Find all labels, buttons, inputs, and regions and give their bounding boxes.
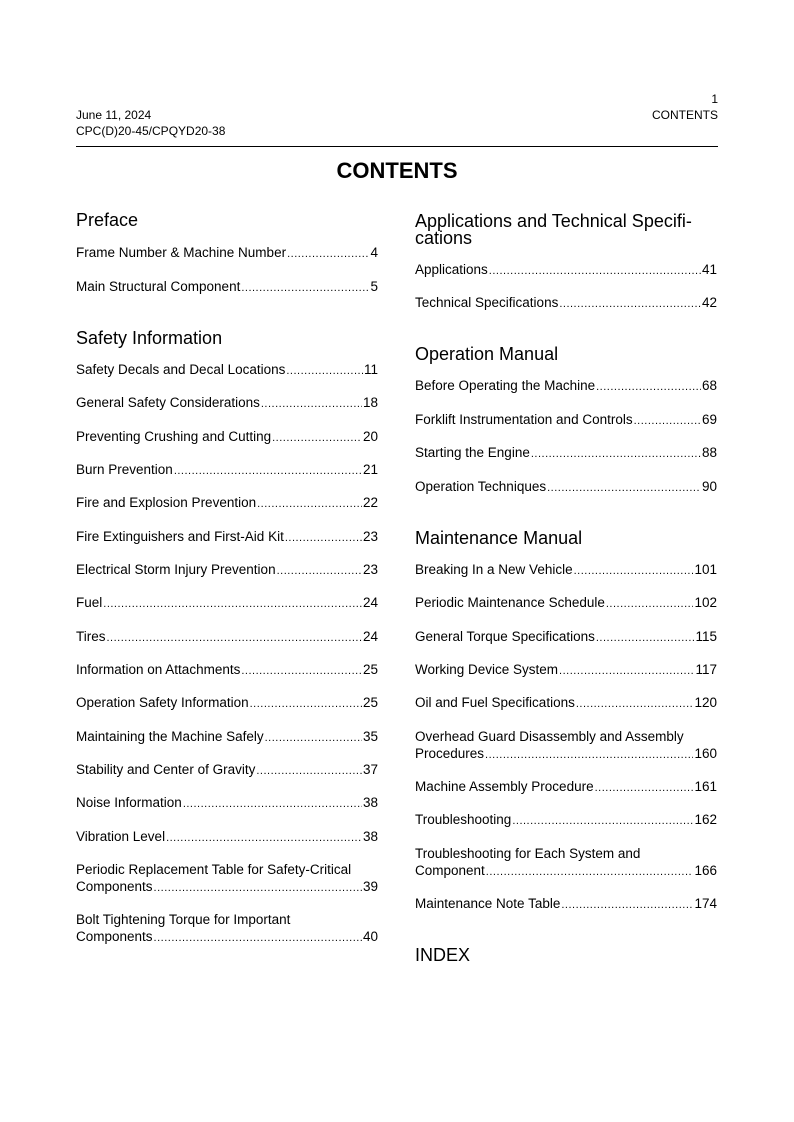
toc-entry-page: 162 xyxy=(694,812,717,827)
header-section: CONTENTS xyxy=(652,108,718,122)
toc-entry-page: 69 xyxy=(701,412,717,427)
page-title: CONTENTS xyxy=(336,158,458,183)
toc-entry-page: 90 xyxy=(701,479,717,494)
toc-entry[interactable] xyxy=(415,562,717,580)
toc-leader xyxy=(485,747,693,764)
toc-entry-page: 41 xyxy=(701,262,717,277)
toc-leader xyxy=(574,563,694,580)
toc-entry-text-line1: Overhead Guard Disassembly and Assembly xyxy=(415,729,684,744)
toc-entry[interactable] xyxy=(76,595,378,613)
section-heading-index[interactable]: INDEX xyxy=(415,945,471,965)
toc-entry-page: 38 xyxy=(362,795,378,810)
toc-entry-text: Working Device System xyxy=(415,662,559,677)
toc-entry-page: 102 xyxy=(694,595,717,610)
toc-entry-text: Tires xyxy=(76,629,106,644)
toc-entry-text: Troubleshooting xyxy=(415,812,512,827)
section-heading-maintenance: Maintenance Manual xyxy=(415,528,583,548)
toc-entry[interactable] xyxy=(76,829,378,847)
toc-entry-page: 174 xyxy=(694,896,717,911)
toc-entry[interactable] xyxy=(76,762,378,780)
toc-entry[interactable] xyxy=(76,495,378,513)
toc-entry-page: 42 xyxy=(701,295,717,310)
toc-entry-text: Technical Specifications xyxy=(415,295,559,310)
toc-entry-text: Applications xyxy=(415,262,488,277)
toc-entry[interactable] xyxy=(76,245,378,263)
header-right xyxy=(652,91,718,123)
toc-entry-page: 88 xyxy=(701,445,717,460)
toc-entry[interactable] xyxy=(415,378,717,396)
toc-entry-text: Breaking In a New Vehicle xyxy=(415,562,573,577)
toc-leader xyxy=(489,263,701,280)
toc-leader xyxy=(250,696,362,713)
toc-entry-text: Frame Number & Machine Number xyxy=(76,245,287,260)
toc-entry-text: Burn Prevention xyxy=(76,462,173,477)
section-heading-preface: Preface xyxy=(76,210,139,230)
toc-entry-text: Maintenance Note Table xyxy=(415,896,561,911)
toc-entry[interactable] xyxy=(76,279,378,297)
toc-entry[interactable] xyxy=(76,362,378,380)
section-heading-safety: Safety Information xyxy=(76,328,223,348)
toc-entry[interactable] xyxy=(415,262,717,280)
toc-entry[interactable] xyxy=(76,429,378,447)
toc-entry-text: Starting the Engine xyxy=(415,445,530,460)
toc-entry-page: 166 xyxy=(694,862,717,878)
toc-entry[interactable] xyxy=(415,412,717,430)
toc-entry-page: 25 xyxy=(362,695,378,710)
header-date: June 11, 2024 xyxy=(76,108,152,122)
toc-entry[interactable] xyxy=(415,295,717,313)
toc-entry-page: 38 xyxy=(362,829,378,844)
toc-entry-page: 5 xyxy=(370,279,378,294)
toc-entry-text: Oil and Fuel Specifications xyxy=(415,695,575,710)
toc-entry-text: Component xyxy=(415,862,485,878)
toc-entry-page: 23 xyxy=(362,529,378,544)
toc-entry-page: 120 xyxy=(694,695,717,710)
header-rule xyxy=(76,146,718,147)
toc-leader xyxy=(285,530,362,547)
toc-entry[interactable] xyxy=(76,662,378,680)
toc-entry-text: Preventing Crushing and Cutting xyxy=(76,429,272,444)
toc-entry-page: 115 xyxy=(695,629,717,644)
toc-entry-page: 117 xyxy=(695,662,717,677)
section-heading-operation: Operation Manual xyxy=(415,344,559,364)
toc-entry-page: 101 xyxy=(694,562,717,577)
toc-entry[interactable] xyxy=(76,912,378,946)
toc-entry-text: Fire and Explosion Prevention xyxy=(76,495,257,510)
toc-leader xyxy=(256,763,362,780)
toc-entry-page: 22 xyxy=(362,495,378,510)
toc-entry-text: Forklift Instrumentation and Controls xyxy=(415,412,633,427)
header-page-number: 1 xyxy=(711,92,718,106)
toc-entry-text: General Safety Considerations xyxy=(76,395,260,410)
toc-entry-text: Before Operating the Machine xyxy=(415,378,596,393)
toc-entry-text: Electrical Storm Injury Prevention xyxy=(76,562,276,577)
toc-leader xyxy=(596,630,695,647)
toc-entry[interactable] xyxy=(415,779,717,797)
toc-leader xyxy=(531,446,701,463)
toc-entry[interactable] xyxy=(76,529,378,547)
toc-leader xyxy=(606,596,694,613)
toc-leader xyxy=(596,379,701,396)
toc-entry-text: Components xyxy=(76,928,153,944)
toc-leader xyxy=(595,780,694,797)
toc-leader xyxy=(512,813,693,830)
toc-entry[interactable] xyxy=(415,729,717,763)
toc-entry-page: 37 xyxy=(362,762,378,777)
toc-leader xyxy=(277,563,362,580)
header-model: CPC(D)20-45/CPQYD20-38 xyxy=(76,124,226,138)
toc-leader xyxy=(265,730,362,747)
toc-entry[interactable] xyxy=(415,479,717,497)
toc-entry-page: 39 xyxy=(362,878,378,894)
toc-leader xyxy=(287,246,369,263)
toc-entry[interactable] xyxy=(76,562,378,580)
toc-entry-text: Fire Extinguishers and First-Aid Kit xyxy=(76,529,284,544)
toc-entry-text: Information on Attachments xyxy=(76,662,241,677)
toc-leader xyxy=(272,430,362,447)
toc-leader xyxy=(166,830,362,847)
toc-entry[interactable] xyxy=(415,695,717,713)
toc-entry[interactable] xyxy=(76,862,378,896)
toc-entry-text-line1: Troubleshooting for Each System and xyxy=(415,846,641,861)
toc-leader xyxy=(154,930,362,947)
toc-entry[interactable] xyxy=(415,846,717,880)
toc-entry[interactable] xyxy=(76,695,378,713)
toc-entry-page: 23 xyxy=(362,562,378,577)
toc-entry[interactable] xyxy=(415,445,717,463)
toc-entry[interactable] xyxy=(415,629,717,647)
toc-leader xyxy=(174,463,362,480)
section-heading-line2: cations xyxy=(415,228,473,248)
toc-entry-text: Procedures xyxy=(415,745,485,761)
toc-entry-text: Components xyxy=(76,878,153,894)
toc-entry-text: Safety Decals and Decal Locations xyxy=(76,362,286,377)
toc-entry-text: Periodic Maintenance Schedule xyxy=(415,595,605,610)
toc-leader xyxy=(561,897,693,914)
toc-leader xyxy=(559,296,701,313)
toc-leader xyxy=(634,413,701,430)
toc-entry[interactable] xyxy=(76,462,378,480)
toc-entry-text: Vibration Level xyxy=(76,829,166,844)
section-heading-applications xyxy=(415,213,717,247)
toc-entry-text: Operation Safety Information xyxy=(76,695,249,710)
toc-entry[interactable] xyxy=(76,629,378,647)
toc-leader xyxy=(241,280,369,297)
toc-entry[interactable] xyxy=(76,795,378,813)
toc-entry-page: 11 xyxy=(363,362,378,377)
toc-entry-text: General Torque Specifications xyxy=(415,629,595,644)
toc-leader xyxy=(261,396,362,413)
toc-leader xyxy=(107,630,362,647)
toc-entry-page: 40 xyxy=(362,928,378,944)
toc-entry-page: 35 xyxy=(362,729,378,744)
toc-entry-page: 21 xyxy=(362,462,378,477)
toc-leader xyxy=(154,880,362,897)
toc-entry-page: 160 xyxy=(694,745,717,761)
header-left xyxy=(76,107,225,139)
toc-entry-text: Main Structural Component xyxy=(76,279,241,294)
toc-leader xyxy=(241,663,362,680)
toc-leader xyxy=(486,864,694,881)
toc-entry-text: Noise Information xyxy=(76,795,182,810)
toc-entry-text: Stability and Center of Gravity xyxy=(76,762,256,777)
toc-leader xyxy=(547,480,701,497)
toc-entry-page: 24 xyxy=(362,595,378,610)
toc-entry-text: Fuel xyxy=(76,595,103,610)
toc-entry-text-line1: Bolt Tightening Torque for Important xyxy=(76,912,291,927)
toc-entry-text: Maintaining the Machine Safely xyxy=(76,729,264,744)
toc-leader xyxy=(183,796,362,813)
toc-entry[interactable] xyxy=(76,395,378,413)
toc-entry[interactable] xyxy=(415,595,717,613)
toc-entry-text-line1: Periodic Replacement Table for Safety-Critical xyxy=(76,862,352,877)
toc-entry[interactable] xyxy=(415,896,717,914)
toc-entry[interactable] xyxy=(415,662,717,680)
toc-entry-page: 4 xyxy=(370,245,378,260)
toc-leader xyxy=(576,696,694,713)
toc-entry-page: 68 xyxy=(701,378,717,393)
toc-entry[interactable] xyxy=(76,729,378,747)
toc-leader xyxy=(559,663,694,680)
toc-entry-page: 25 xyxy=(362,662,378,677)
toc-entry-text: Machine Assembly Procedure xyxy=(415,779,594,794)
toc-entry[interactable] xyxy=(415,812,717,830)
toc-entry-page: 20 xyxy=(362,429,378,444)
toc-leader xyxy=(103,596,362,613)
section-heading-line1: Applications and Technical Specifi- xyxy=(415,211,692,231)
toc-leader xyxy=(286,363,363,380)
toc-entry-page: 161 xyxy=(694,779,717,794)
toc-entry-page: 18 xyxy=(362,395,378,410)
toc-entry-page: 24 xyxy=(362,629,378,644)
toc-leader xyxy=(257,496,362,513)
toc-entry-text: Operation Techniques xyxy=(415,479,547,494)
